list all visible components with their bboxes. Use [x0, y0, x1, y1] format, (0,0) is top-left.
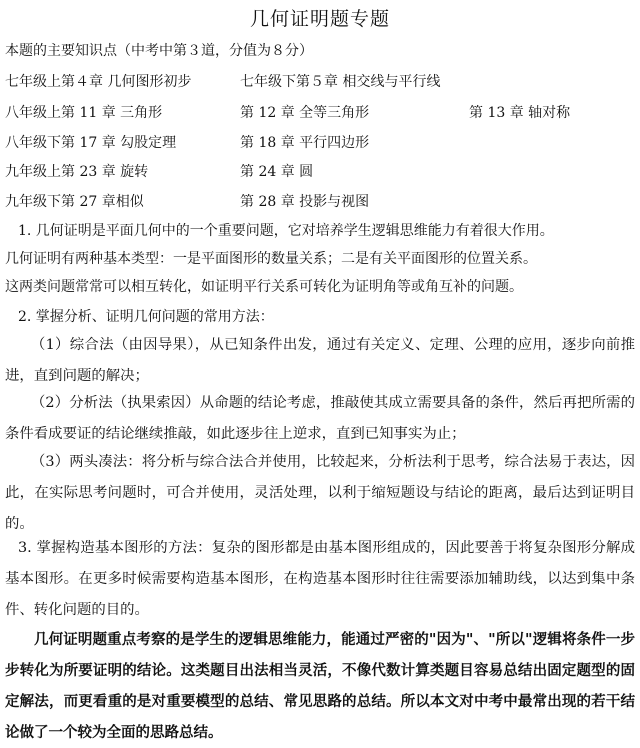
chapter-row2-col1: 八年级上第 11 章 三角形	[5, 105, 163, 121]
section-2-heading: 2. 掌握分析、证明几何问题的常用方法：	[18, 309, 274, 325]
chapter-row2-col3: 第 13 章 轴对称	[469, 105, 571, 121]
chapter-row2-col2: 第 12 章 全等三角形	[240, 105, 370, 121]
method-analysis: （2）分析法（执果索因）从命题的结论考虑，推敲使其成立需要具备的条件，然后再把所需的条件看成要证的结论继续推敲，如此逐步往上逆求，直到已知事实为止；	[5, 395, 635, 442]
intro-line: 本题的主要知识点（中考中第３道，分值为８分）	[5, 43, 313, 59]
chapter-row5-col1: 九年级下第 27 章相似	[5, 194, 144, 210]
section-1-line3: 这两类问题常常可以相互转化，如证明平行关系可转化为证明角等或角互补的问题。	[5, 279, 523, 295]
section-3-paragraph: 3. 掌握构造基本图形的方法：复杂的图形都是由基本图形组成的，因此要善于将复杂图形分解成基本图形。在更多时候需要构造基本图形，在构造基本图形时往往需要添加辅助线，以达到集中条件、转化问题的目的。	[5, 540, 635, 618]
chapter-row3-col1: 八年级下第 17 章 勾股定理	[5, 135, 177, 151]
method-combined: （3）两头凑法：将分析与综合法合并使用，比较起来，分析法利于思考，综合法易于表达，因此，在实际思考问题时，可合并使用，灵活处理，以利于缩短题设与结论的距离，最后达到证明目的。	[5, 454, 635, 532]
chapter-row1-col1: 七年级上第４章 几何图形初步	[5, 74, 192, 90]
page-title: 几何证明题专题	[249, 8, 390, 30]
section-1-line2: 几何证明有两种基本类型：一是平面图形的数量关系；二是有关平面图形的位置关系。	[5, 251, 537, 267]
chapter-row5-col2: 第 28 章 投影与视图	[240, 194, 370, 210]
chapter-row4-col2: 第 24 章 圆	[240, 164, 314, 180]
method-synthesis: （1）综合法（由因导果），从已知条件出发，通过有关定义、定理、公理的应用，逐步向前推进，直到问题的解决；	[5, 337, 635, 384]
summary-paragraph: 几何证明题重点考察的是学生的逻辑思维能力，能通过严密的"因为"、"所以"逻辑将条件一步步转化为所要证明的结论。这类题目出法相当灵活，不像代数计算类题目容易总结出固定题型的固定解法，而更看重的是对重要模型的总结、常见思路的总结。所以本文对中考中最常出现的若干结论做了一个较为全面的思路总结。	[5, 631, 635, 741]
chapter-row1-col2: 七年级下第５章 相交线与平行线	[240, 74, 441, 90]
chapter-row4-col1: 九年级上第 23 章 旋转	[5, 164, 149, 180]
section-1-line1: 1. 几何证明是平面几何中的一个重要问题，它对培养学生逻辑思维能力有着很大作用。	[18, 223, 554, 239]
chapter-row3-col2: 第 18 章 平行四边形	[240, 135, 370, 151]
